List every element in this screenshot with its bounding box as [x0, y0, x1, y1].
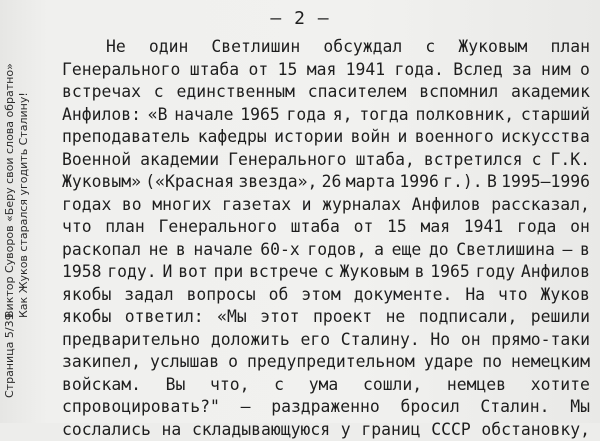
- word: якобы: [62, 284, 111, 307]
- word: на: [162, 419, 182, 441]
- word: Генерального: [158, 216, 276, 239]
- word: доложить: [211, 329, 290, 352]
- word: в: [580, 239, 590, 262]
- text-line: [62, 216, 590, 239]
- page-counter: Страница 5/39: [3, 313, 16, 398]
- word: 60-х: [260, 239, 299, 262]
- word: 1958: [62, 261, 101, 284]
- word: услышав: [150, 351, 219, 374]
- word: и: [398, 126, 408, 149]
- word: г.).: [443, 171, 482, 194]
- word: с: [324, 261, 334, 284]
- word: Анфилов: [412, 194, 481, 217]
- word: закипел,: [62, 351, 141, 374]
- word: план: [105, 216, 144, 239]
- word: во: [122, 194, 142, 217]
- word: немецким: [511, 351, 590, 374]
- word: Г.К.: [551, 149, 590, 172]
- word: за: [512, 59, 532, 82]
- word: газетах: [222, 194, 291, 217]
- text-line: [62, 284, 590, 307]
- word: мая: [307, 59, 337, 82]
- word: 1965: [430, 261, 469, 284]
- word: подписали,: [419, 306, 518, 329]
- word: Но: [430, 329, 450, 352]
- text-line: [62, 36, 590, 59]
- text-line: [62, 194, 590, 217]
- word: («Красная: [145, 171, 234, 194]
- text-line: [62, 126, 590, 149]
- word: предварительно: [62, 329, 200, 352]
- word: якобы: [62, 306, 111, 329]
- word: годах: [62, 194, 111, 217]
- word: штаба: [190, 59, 239, 82]
- word: он: [570, 216, 590, 239]
- word: Генерального: [62, 59, 180, 82]
- word: Светлишин: [211, 36, 300, 59]
- word: 26: [322, 171, 342, 194]
- text-line: [62, 306, 590, 329]
- word: этом: [301, 284, 340, 307]
- word: начале: [174, 104, 233, 127]
- word: не: [386, 306, 406, 329]
- word: что: [62, 216, 92, 239]
- word: от: [248, 59, 268, 82]
- word: при: [214, 261, 244, 284]
- word: годов,: [307, 239, 366, 262]
- word: план: [551, 36, 590, 59]
- text-line: [62, 149, 590, 172]
- word: многих: [152, 194, 211, 217]
- word: один: [149, 36, 188, 59]
- word: военного: [415, 126, 494, 149]
- word: ума: [309, 374, 339, 397]
- word: не: [149, 239, 169, 262]
- word: спасителем: [308, 81, 407, 104]
- word: немцев: [447, 374, 506, 397]
- word: –: [241, 396, 251, 419]
- text-line: [62, 81, 590, 104]
- book-title: Виктор Суворов «Беру свои слова обратно»: [3, 63, 16, 318]
- word: сошли,: [363, 374, 422, 397]
- word: решили: [531, 306, 590, 329]
- word: ударе: [424, 351, 473, 374]
- word: еще: [392, 239, 422, 262]
- word: полковник,: [415, 104, 514, 127]
- word: проект: [313, 306, 372, 329]
- word: Вы: [166, 374, 186, 397]
- word: Военной: [62, 149, 131, 172]
- text-line: [62, 419, 590, 441]
- word: границ: [361, 419, 420, 441]
- word: 1941: [346, 59, 385, 82]
- text-line: [62, 261, 590, 284]
- word: преподаватель: [62, 126, 190, 149]
- word: а: [374, 239, 384, 262]
- word: обстановку,: [481, 419, 590, 441]
- word: до: [429, 239, 449, 262]
- word: обсуждал: [323, 36, 402, 59]
- word: 1996: [399, 171, 438, 194]
- word: начале: [193, 239, 252, 262]
- word: Генерального: [228, 149, 346, 172]
- word: вопросы: [187, 284, 256, 307]
- page-number: – 2 –: [0, 8, 600, 29]
- word: с: [532, 149, 542, 172]
- word: бросил: [400, 396, 459, 419]
- word: году.: [107, 261, 156, 284]
- word: ним: [541, 59, 571, 82]
- word: журналах: [322, 194, 401, 217]
- word: 15: [278, 59, 298, 82]
- word: Анфилов: [521, 261, 590, 284]
- text-line: [62, 329, 590, 352]
- word: я,: [333, 104, 353, 127]
- word: Жуковым»: [62, 171, 141, 194]
- word: Анфилов:: [62, 104, 141, 127]
- word: раскопал: [62, 239, 141, 262]
- word: об: [269, 284, 289, 307]
- word: В: [487, 171, 497, 194]
- word: Жуков: [541, 284, 590, 307]
- word: года.: [395, 59, 444, 82]
- word: 1995–1996: [501, 171, 590, 194]
- word: рассказал,: [491, 194, 590, 217]
- text-line: [62, 374, 590, 397]
- word: года: [287, 104, 326, 127]
- text-line: [62, 59, 590, 82]
- text-line: [62, 396, 590, 419]
- word: в: [176, 239, 186, 262]
- word: истории: [274, 126, 343, 149]
- word: академик: [511, 81, 590, 104]
- word: Жуковым: [458, 36, 527, 59]
- word: предупредительном: [247, 351, 415, 374]
- word: с: [274, 374, 284, 397]
- text-line: [62, 104, 590, 127]
- word: «В: [148, 104, 168, 127]
- word: штаба,: [356, 149, 415, 172]
- word: этот: [260, 306, 299, 329]
- word: войн: [351, 126, 390, 149]
- word: Мы: [570, 396, 590, 419]
- word: года: [517, 216, 556, 239]
- word: году: [476, 261, 515, 284]
- word: и: [302, 194, 312, 217]
- word: складывающуюся: [192, 419, 330, 441]
- word: с: [425, 36, 435, 59]
- word: прямо-таки: [491, 329, 590, 352]
- page-sidebar: [0, 0, 40, 423]
- word: Вслед: [453, 59, 502, 82]
- word: что: [498, 284, 528, 307]
- word: в: [415, 261, 425, 284]
- word: сослались: [62, 419, 151, 441]
- word: единственным: [176, 81, 294, 104]
- word: звезда»,: [238, 171, 317, 194]
- word: 1965: [240, 104, 279, 127]
- word: что,: [210, 374, 249, 397]
- word: –: [563, 239, 573, 262]
- text-line: [62, 239, 590, 262]
- chapter-title: Как Жуков старался угодить Сталину!: [17, 92, 30, 318]
- word: старший: [521, 104, 590, 127]
- word: Сталин.: [480, 396, 549, 419]
- text-line: [62, 351, 590, 374]
- word: искусства: [501, 126, 590, 149]
- word: у: [341, 419, 351, 441]
- word: о: [228, 351, 238, 374]
- word: спровоцировать?": [62, 396, 220, 419]
- word: кафедры: [198, 126, 267, 149]
- word: марта: [346, 171, 395, 194]
- word: штаба: [291, 216, 340, 239]
- word: «Мы: [217, 306, 247, 329]
- word: СССР: [431, 419, 470, 441]
- word: На: [465, 284, 485, 307]
- word: Не: [106, 36, 126, 59]
- word: от: [354, 216, 374, 239]
- text-line: [62, 171, 590, 194]
- word: его: [300, 329, 330, 352]
- word: документе.: [354, 284, 453, 307]
- word: встречах: [62, 81, 141, 104]
- word: с: [154, 81, 164, 104]
- word: Жуковым: [340, 261, 409, 284]
- word: 15: [387, 216, 407, 239]
- body-text: [62, 36, 590, 441]
- word: по: [482, 351, 502, 374]
- word: войскам.: [62, 374, 141, 397]
- word: он: [461, 329, 481, 352]
- word: ответил:: [125, 306, 204, 329]
- word: хотите: [531, 374, 590, 397]
- word: встретился: [424, 149, 523, 172]
- word: академии: [140, 149, 219, 172]
- word: Светлишина: [456, 239, 555, 262]
- word: раздраженно: [271, 396, 380, 419]
- word: задал: [124, 284, 173, 307]
- word: о: [580, 59, 590, 82]
- word: тогда: [359, 104, 408, 127]
- word: вот: [178, 261, 208, 284]
- word: И: [162, 261, 172, 284]
- word: Сталину.: [341, 329, 420, 352]
- word: 1941: [464, 216, 503, 239]
- word: вспомнил: [419, 81, 498, 104]
- word: встрече: [249, 261, 318, 284]
- word: мая: [420, 216, 450, 239]
